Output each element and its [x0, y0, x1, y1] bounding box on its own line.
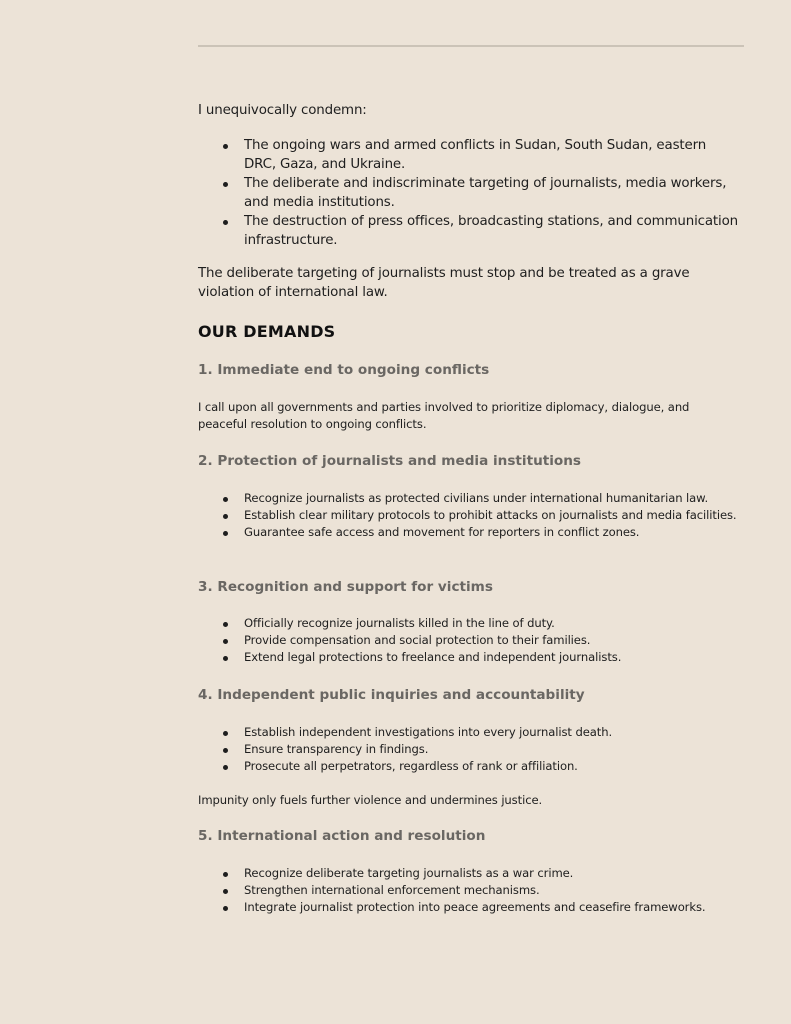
condemn-closing: The deliberate targeting of journalists must stop and be treated as a grave violation of international law.: [198, 266, 690, 300]
demand-heading-1: 1. Immediate end to ongoing conflicts: [198, 362, 490, 378]
demand-list-2: [198, 490, 738, 541]
list-item: Officially recognize journalists killed in the line of duty.: [198, 615, 738, 632]
bullet-icon: [223, 622, 228, 627]
list-item: Establish independent investigations into every journalist death.: [198, 724, 738, 741]
bullet-icon: [223, 872, 228, 877]
list-item: The destruction of press offices, broadcasting stations, and communication infrastructure.: [198, 212, 738, 250]
list-item: Recognize deliberate targeting journalists as a war crime.: [198, 865, 738, 882]
bullet-icon: [223, 144, 228, 149]
condemn-list: [198, 136, 738, 250]
list-item: The deliberate and indiscriminate targeting of journalists, media workers, and media institutions.: [198, 174, 738, 212]
bullet-icon: [223, 765, 228, 770]
bullet-icon: [223, 514, 228, 519]
demand-heading-5: 5. International action and resolution: [198, 828, 486, 844]
bullet-icon: [223, 906, 228, 911]
list-item: Ensure transparency in findings.: [198, 741, 738, 758]
bullet-icon: [223, 889, 228, 894]
demand-text-1: I call upon all governments and parties involved to prioritize diplomacy, dialogue, and peaceful resolution to ongoing conflicts.: [198, 400, 690, 431]
top-divider: [198, 45, 744, 47]
demand-heading-4: 4. Independent public inquiries and accountability: [198, 687, 585, 703]
list-item: Strengthen international enforcement mechanisms.: [198, 882, 738, 899]
bullet-icon: [223, 748, 228, 753]
list-item: Establish clear military protocols to prohibit attacks on journalists and media facilities.: [198, 507, 738, 524]
demand-list-4: [198, 724, 738, 775]
bullet-icon: [223, 182, 228, 187]
bullet-icon: [223, 731, 228, 736]
list-item: Provide compensation and social protection to their families.: [198, 632, 738, 649]
bullet-icon: [223, 497, 228, 502]
demand-list-5: [198, 865, 738, 916]
bullet-icon: [223, 531, 228, 536]
demand-heading-2: 2. Protection of journalists and media institutions: [198, 453, 582, 469]
bullet-icon: [223, 656, 228, 661]
condemn-lead: I unequivocally condemn:: [198, 103, 367, 118]
list-item: Extend legal protections to freelance and independent journalists.: [198, 649, 738, 666]
demands-title: OUR DEMANDS: [198, 322, 336, 341]
bullet-icon: [223, 220, 228, 225]
list-item: Guarantee safe access and movement for reporters in conflict zones.: [198, 524, 738, 541]
bullet-icon: [223, 639, 228, 644]
demand-heading-3: 3. Recognition and support for victims: [198, 579, 493, 595]
list-item: Recognize journalists as protected civilians under international humanitarian law.: [198, 490, 738, 507]
list-item: Prosecute all perpetrators, regardless of rank or affiliation.: [198, 758, 738, 775]
demand-list-3: [198, 615, 738, 666]
list-item: Integrate journalist protection into peace agreements and ceasefire frameworks.: [198, 899, 738, 916]
demand-closing-4: Impunity only fuels further violence and undermines justice.: [198, 793, 543, 807]
list-item: The ongoing wars and armed conflicts in Sudan, South Sudan, eastern DRC, Gaza, and Ukraine.: [198, 136, 738, 174]
